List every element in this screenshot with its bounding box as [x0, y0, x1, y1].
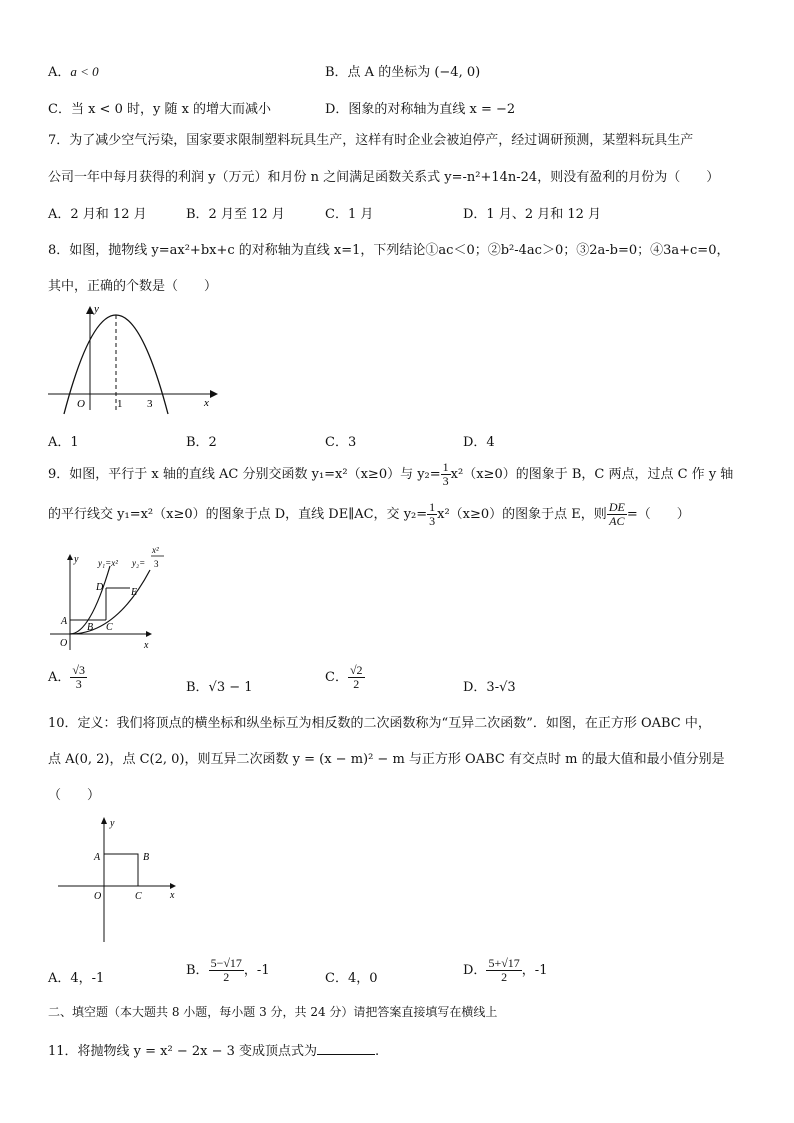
- q8-label-y: y: [94, 303, 99, 315]
- q11-answer-blank[interactable]: [317, 1042, 375, 1055]
- q9-label-x2: x²: [152, 545, 159, 555]
- q9-label-y: y: [74, 554, 79, 565]
- q7-option-d: D．1 月、2 月和 12 月: [463, 207, 602, 222]
- q9-frac2-numerator: 1: [429, 500, 436, 514]
- q10-option-d-tail: ，-1: [521, 963, 548, 978]
- q9-frac-ac: AC: [609, 514, 625, 528]
- q10-point-a: A: [94, 852, 101, 863]
- q9-frac-numerator: 1: [442, 460, 449, 474]
- q10-option-d-label: D．: [463, 963, 487, 978]
- q9-line2-part3: =（ ）: [626, 507, 690, 522]
- q9-point-e: E: [131, 587, 138, 598]
- q9-label-origin: O: [60, 638, 68, 649]
- q9-option-a-label: A．: [48, 670, 71, 685]
- q9-option-c-num: √2: [349, 663, 363, 677]
- q9-option-c: [325, 664, 365, 691]
- q9-option-a-den: 3: [75, 677, 82, 691]
- q9-point-d: D: [96, 582, 104, 593]
- q8-tick-3: 3: [147, 398, 153, 410]
- q7-stem-line1: 7．为了减少空气污染，国家要求限制塑料玩具生产，这样有时企业会被迫停产，经过调研预测，某塑料玩具生产: [48, 133, 694, 148]
- q9-line1-part2: x²（x≥0）的图象于 B，C 两点，过点 C 作 y 轴: [450, 467, 734, 482]
- q9-option-c-fraction: [348, 664, 365, 691]
- q9-stem-line1: [48, 461, 733, 488]
- q9-label-y1: y₁=x²: [98, 558, 118, 568]
- q9-fraction-one-third: [441, 461, 451, 488]
- q10-square-oabc: [104, 854, 138, 886]
- q9-label-y2: y₂=: [132, 558, 146, 568]
- q8-x-axis-arrow: [210, 390, 218, 398]
- q9-frac-denominator: 3: [442, 474, 449, 488]
- q10-square-figure: [54, 814, 184, 946]
- q10-stem-line3: （ ）: [48, 788, 101, 803]
- q9-option-b: B．√3 − 1: [186, 680, 253, 695]
- q9-frac2-denominator: 3: [429, 514, 436, 528]
- q10-option-b-den: 2: [223, 970, 230, 984]
- q9-point-c: C: [106, 622, 113, 633]
- q11-stem: [48, 1040, 379, 1059]
- q7-stem-line2: 公司一年中每月获得的利润 y（万元）和月份 n 之间满足函数关系式 y=-n²+14n-24，则没有盈利的月份为（ ）: [48, 170, 720, 185]
- q10-option-d: [463, 957, 547, 984]
- q10-option-b-fraction: [209, 957, 244, 984]
- q11-end-period: .: [375, 1044, 380, 1059]
- q9-fraction-de-ac: [607, 501, 627, 528]
- q6-option-d: D．图象的对称轴为直线 x = −2: [325, 102, 516, 117]
- q10-option-d-fraction: [486, 957, 521, 984]
- q10-option-b-label: B．: [186, 963, 209, 978]
- q10-stem-line1: 10．定义：我们将顶点的横坐标和纵坐标互为相反数的二次函数称为“互异二次函数”．如图，在正方形 OABC 中，: [48, 716, 711, 731]
- q9-point-a: A: [61, 616, 68, 627]
- q9-option-c-label: C．: [325, 670, 348, 685]
- q10-option-a: A．4，-1: [48, 971, 105, 986]
- q7-option-a: A．2 月和 12 月: [48, 207, 147, 222]
- q10-label-origin: O: [94, 891, 102, 902]
- q9-line2-part2: x²（x≥0）的图象于点 E，则: [437, 507, 607, 522]
- q10-option-b-tail: ，-1: [243, 963, 270, 978]
- q9-label-three: 3: [154, 559, 159, 569]
- q6-option-c: C．当 x < 0 时，y 随 x 的增大而减小: [48, 102, 272, 117]
- q9-figure: [46, 540, 176, 655]
- q6-option-a-label: A．: [48, 65, 71, 80]
- q6-option-b: B．点 A 的坐标为 (−4, 0): [325, 65, 481, 80]
- q9-point-b: B: [87, 622, 94, 633]
- q8-tick-1: 1: [117, 398, 123, 410]
- q7-option-c: C．1 月: [325, 207, 374, 222]
- q10-point-b: B: [143, 852, 150, 863]
- q10-y-axis-arrow: [101, 817, 107, 824]
- q9-option-a-num: √3: [72, 663, 85, 677]
- q10-x-axis-arrow: [170, 883, 176, 889]
- q10-point-c: C: [135, 891, 142, 902]
- q10-option-c: C．4，0: [325, 971, 378, 986]
- section-2-heading: 二、填空题（本大题共 8 小题，每小题 3 分，共 24 分）请把答案直接填写在横线上: [48, 1005, 498, 1019]
- q6-option-a: [48, 61, 99, 80]
- q8-stem-line1: 8．如图，抛物线 y=ax²+bx+c 的对称轴为直线 x=1，下列结论①ac＜0；②b²-4ac＞0；③2a-b=0；④3a+c=0，: [48, 243, 730, 258]
- q8-label-origin: O: [77, 398, 85, 410]
- q9-stem-line2: [48, 501, 690, 528]
- q9-frac-de: DE: [608, 500, 625, 514]
- q9-label-x: x: [144, 640, 149, 651]
- q8-option-b: B．2: [186, 435, 217, 450]
- q8-option-d: D．4: [463, 435, 495, 450]
- q10-label-x: x: [170, 890, 175, 901]
- q6-option-a-math: a < 0: [70, 64, 99, 79]
- q8-y-axis-arrow: [86, 306, 94, 314]
- q9-line1-part1: 9．如图，平行于 x 轴的直线 AC 分别交函数 y₁=x²（x≥0）与 y₂=: [48, 467, 441, 482]
- q10-option-b-num: 5−√17: [210, 956, 242, 970]
- q8-label-x: x: [204, 397, 209, 409]
- q8-option-c: C．3: [325, 435, 357, 450]
- q8-stem-line2: 其中，正确的个数是（ ）: [48, 279, 218, 294]
- q10-label-y: y: [110, 818, 115, 829]
- q10-option-b: [186, 957, 270, 984]
- q10-option-d-num: 5+√17: [488, 956, 520, 970]
- q7-option-b: B．2 月至 12 月: [186, 207, 285, 222]
- q9-line2-part1: 的平行线交 y₁=x²（x≥0）的图象于点 D，直线 DE∥AC，交 y₂=: [48, 507, 428, 522]
- q10-stem-line2: 点 A(0, 2)，点 C(2, 0)，则互异二次函数 y = (x − m)² − m 与正方形 OABC 有交点时 m 的最大值和最小值分别是: [48, 752, 725, 767]
- q8-parabola-figure: [44, 300, 224, 415]
- q11-text: 11．将抛物线 y = x² − 2x − 3 变成顶点式为: [48, 1044, 318, 1059]
- q9-x-axis-arrow: [146, 631, 152, 637]
- q9-fraction-one-third-2: [427, 501, 437, 528]
- q9-option-d: D．3-√3: [463, 680, 516, 695]
- q9-option-c-den: 2: [353, 677, 360, 691]
- q9-y-axis-arrow: [67, 554, 73, 560]
- q10-option-d-den: 2: [501, 970, 508, 984]
- q9-option-a: [48, 664, 87, 691]
- q8-option-a: A．1: [48, 435, 79, 450]
- q9-option-a-fraction: [70, 664, 87, 691]
